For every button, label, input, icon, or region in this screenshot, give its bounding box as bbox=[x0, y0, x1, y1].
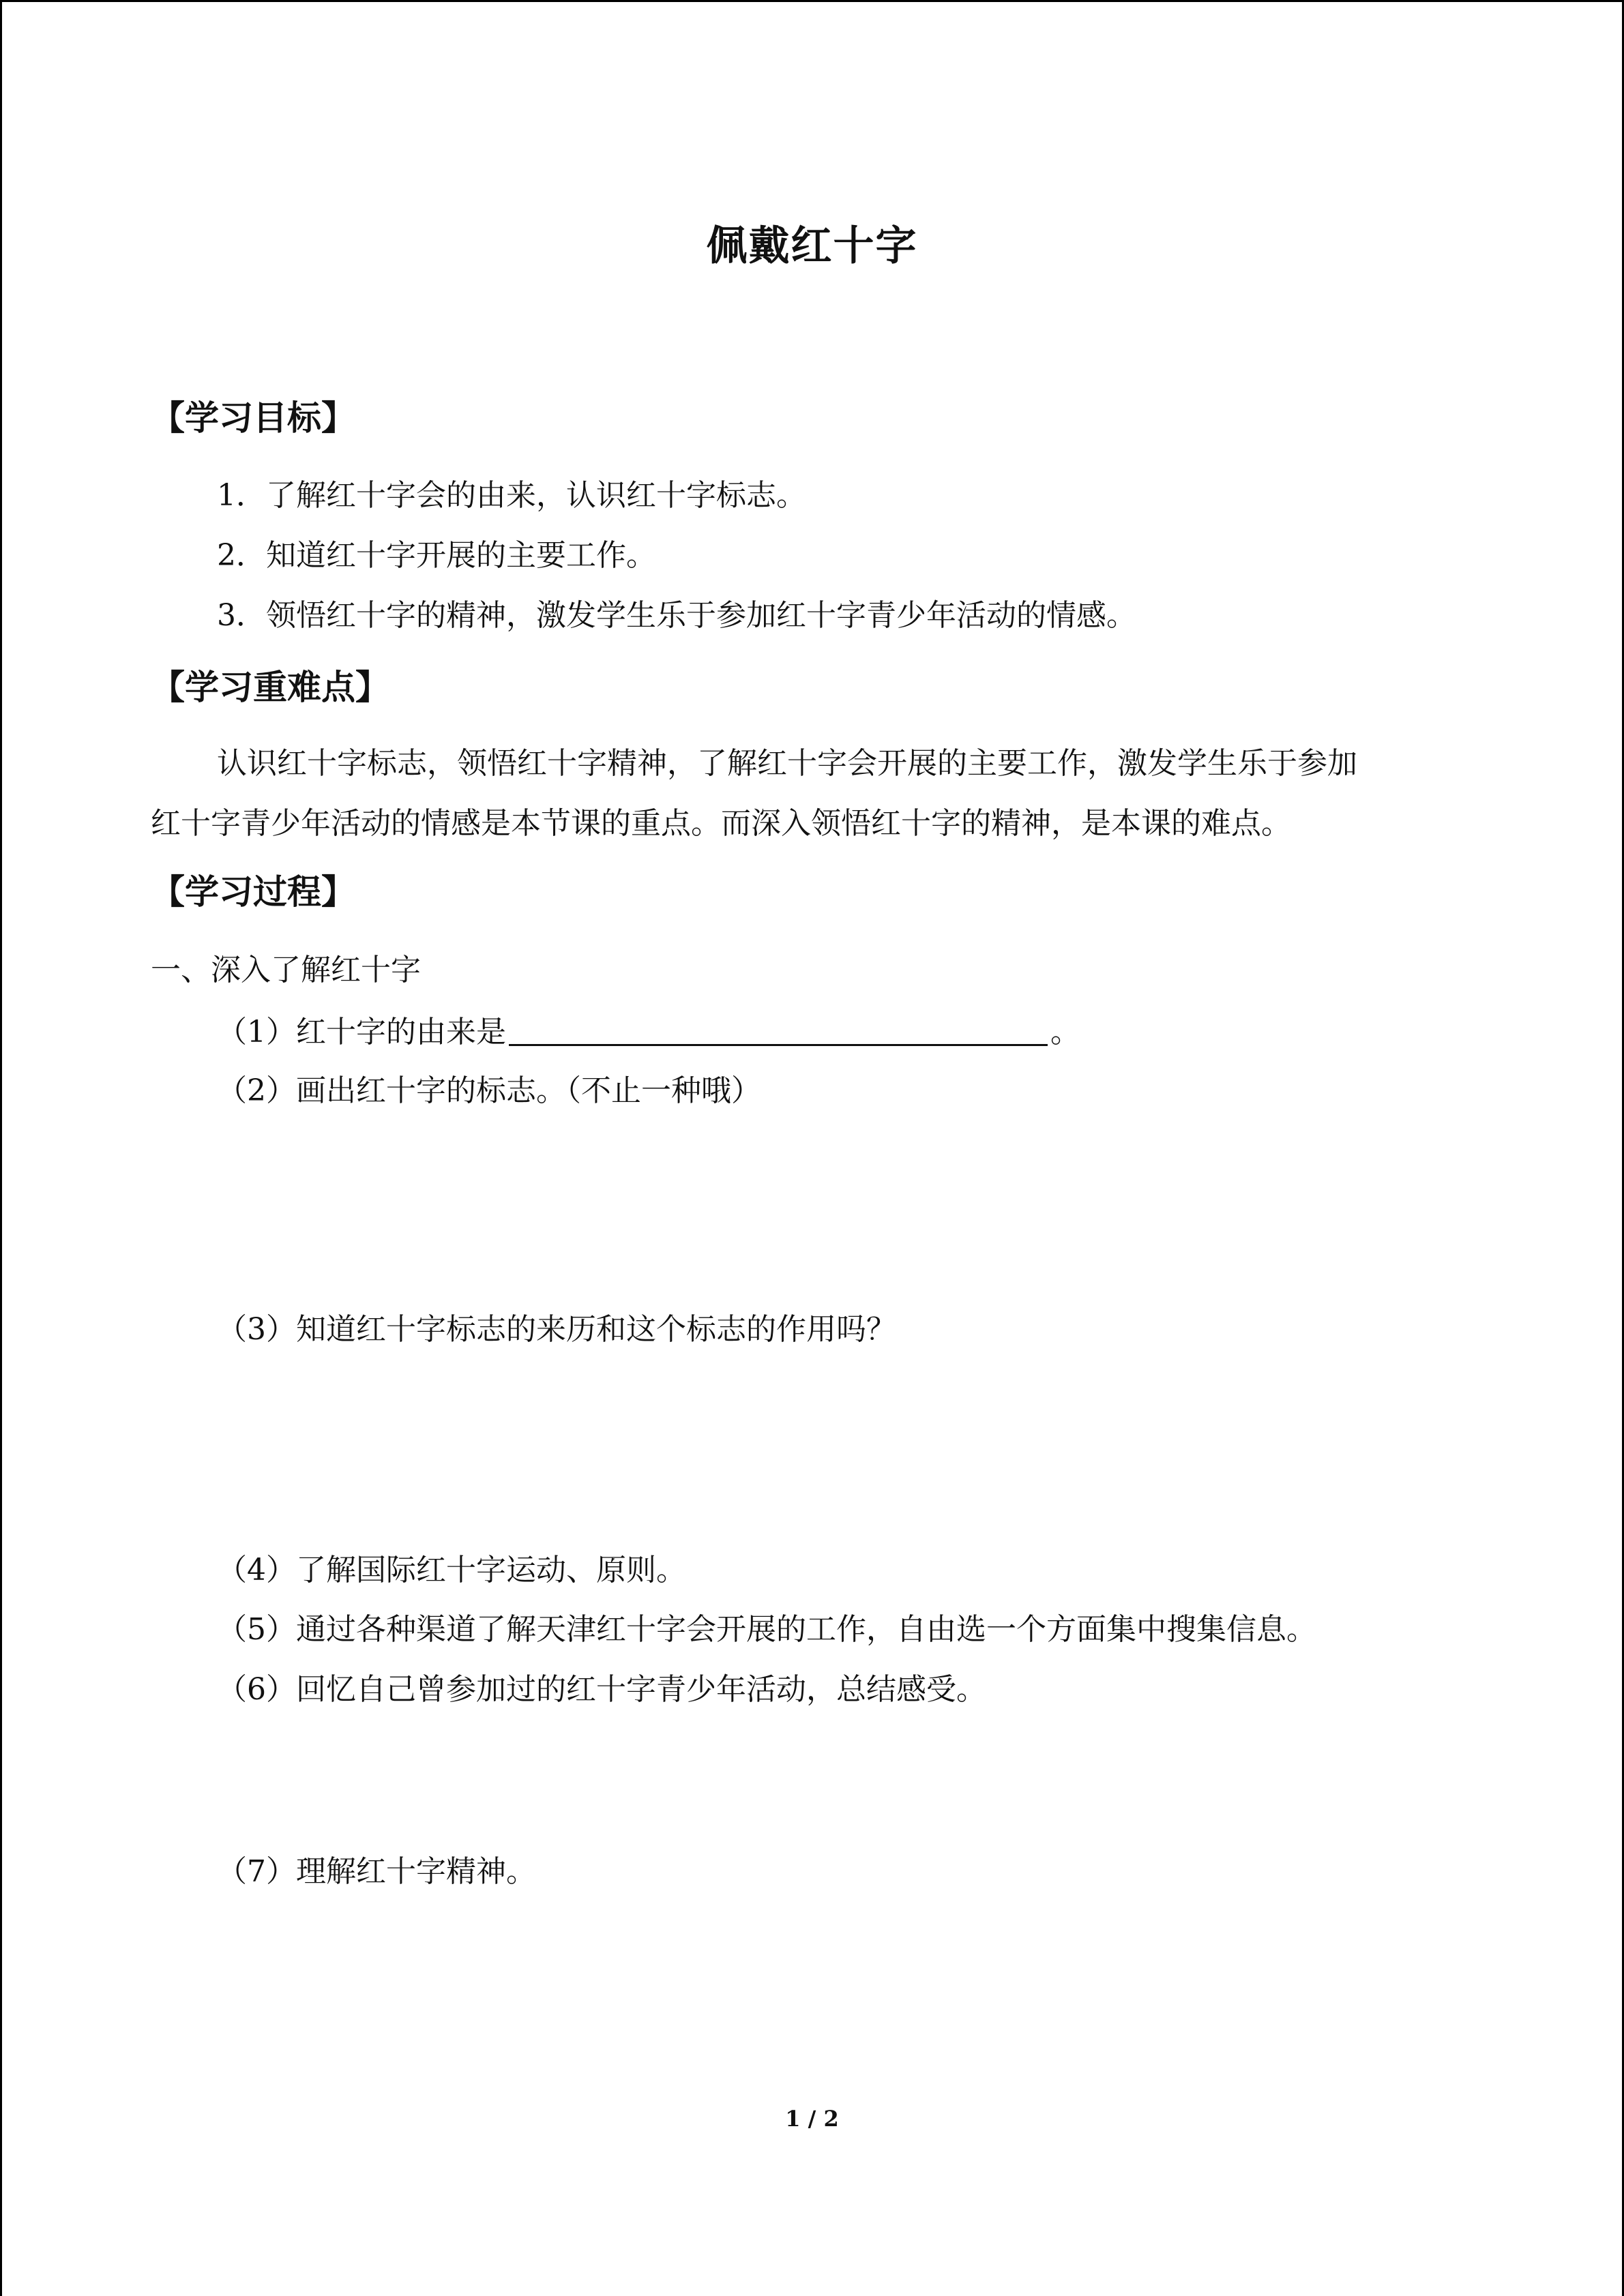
page-number: 1 / 2 bbox=[785, 2106, 839, 2132]
question-1-suffix: 。 bbox=[1050, 1015, 1080, 1049]
objectives-heading: 【学习目标】 bbox=[151, 398, 355, 438]
process-heading: 【学习过程】 bbox=[151, 872, 355, 912]
key-points-heading: 【学习重难点】 bbox=[151, 668, 389, 707]
key-points-paragraph-line-2: 红十字青少年活动的情感是本节课的重点。而深入领悟红十字的精神，是本课的难点。 bbox=[151, 806, 1291, 841]
objective-item: 3．领悟红十字的精神，激发学生乐于参加红十字青少年活动的情感。 bbox=[217, 598, 1136, 633]
question-4: （4）了解国际红十字运动、原则。 bbox=[217, 1553, 686, 1587]
document-title: 佩戴红十字 bbox=[706, 222, 918, 270]
question-1-prefix: （1）红十字的由来是 bbox=[217, 1015, 506, 1049]
question-2: （2）画出红十字的标志。（不止一种哦） bbox=[217, 1073, 761, 1108]
question-7: （7）理解红十字精神。 bbox=[217, 1854, 536, 1889]
part1-title: 一、深入了解红十字 bbox=[151, 953, 421, 987]
question-5: （5）通过各种渠道了解天津红十字会开展的工作，自由选一个方面集中搜集信息。 bbox=[217, 1612, 1316, 1647]
objective-item: 1．了解红十字会的由来，认识红十字标志。 bbox=[217, 478, 806, 513]
question-6: （6）回忆自己曾参加过的红十字青少年活动，总结感受。 bbox=[217, 1672, 986, 1707]
question-1 bbox=[217, 1017, 1080, 1047]
answer-blank-line[interactable] bbox=[509, 1017, 1048, 1046]
objective-item: 2．知道红十字开展的主要工作。 bbox=[217, 538, 656, 573]
question-3: （3）知道红十字标志的来历和这个标志的作用吗？ bbox=[217, 1312, 896, 1347]
key-points-paragraph-line-1: 认识红十字标志，领悟红十字精神，了解红十字会开展的主要工作，激发学生乐于参加 bbox=[217, 746, 1357, 781]
